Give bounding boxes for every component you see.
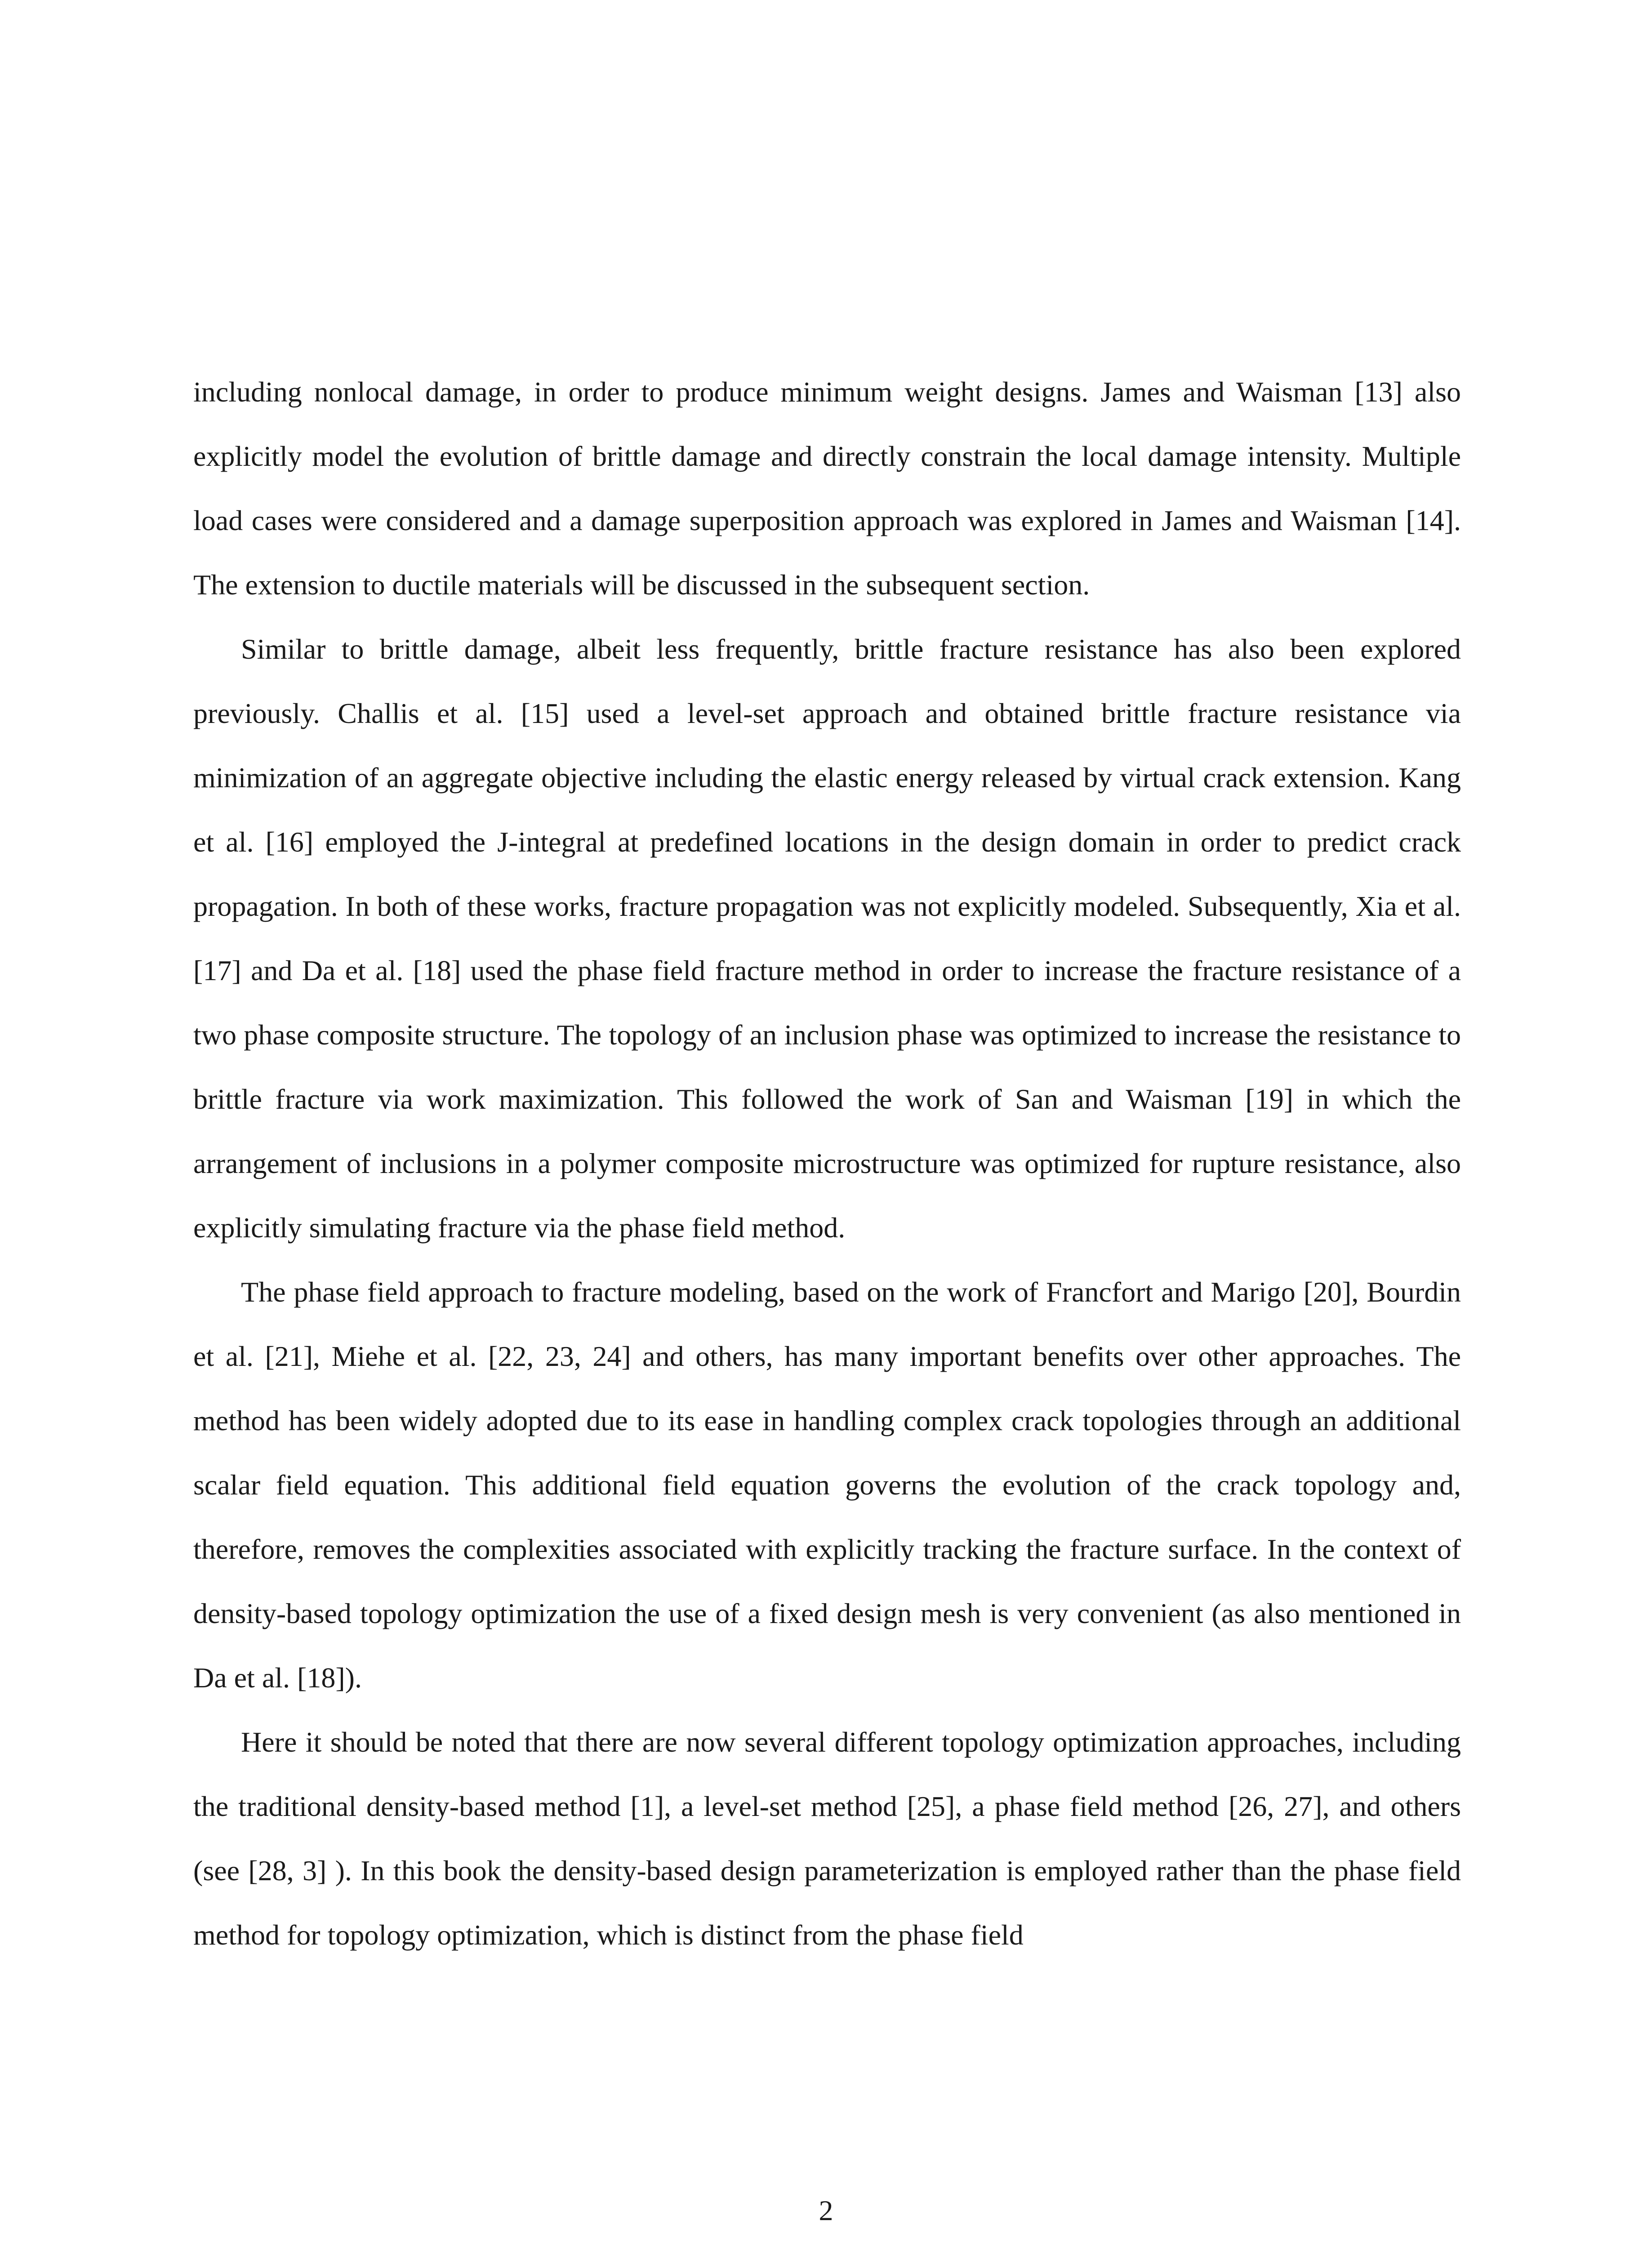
page-number: 2: [819, 2194, 833, 2226]
page-body: [193, 360, 1461, 1967]
paragraph-topology-optimization-approaches: Here it should be noted that there are now several different topology optimization approaches, including the traditional density-based method [1], a level-set method [25], a phase field method [26, 27], and others (see [28, 3] ). In this book the density-based design parameterization is employed rather than the phase field method for topology optimization, which is distinct from the phase field: [193, 1726, 1461, 1951]
paragraph-brittle-fracture: Similar to brittle damage, albeit less frequently, brittle fracture resistance has also been explored previously. Challis et al. [15] used a level-set approach and obtained brittle fracture resistance via minimization of an aggregate objective including the elastic energy released by virtual crack extension. Kang et al. [16] employed the J-integral at predefined locations in the design domain in order to predict crack propagation. In both of these works, fracture propagation was not explicitly modeled. Subsequently, Xia et al. [17] and Da et al. [18] used the phase field fracture method in order to increase the fracture resistance of a two phase composite structure. The topology of an inclusion phase was optimized to increase the resistance to brittle fracture via work maximization. This followed the work of San and Waisman [19] in which the arrangement of inclusions in a polymer composite microstructure was optimized for rupture resistance, also explicitly simulating fracture via the phase field method.: [193, 633, 1461, 1244]
paragraph-phase-field-approach: The phase field approach to fracture modeling, based on the work of Francfort and Marigo [20], Bourdin et al. [21], Miehe et al. [22, 23, 24] and others, has many important benefits over other approaches. The method has been widely adopted due to its ease in handling complex crack topologies through an additional scalar field equation. This additional field equation governs the evolution of the crack topology and, therefore, removes the complexities associated with explicitly tracking the fracture surface. In the context of density-based topology optimization the use of a fixed design mesh is very convenient (as also mentioned in Da et al. [18]).: [193, 1276, 1461, 1694]
paragraph-continued: including nonlocal damage, in order to produce minimum weight designs. James and Waisman [13] also explicitly model the evolution of brittle damage and directly constrain the local damage intensity. Multiple load cases were considered and a damage superposition approach was explored in James and Waisman [14]. The extension to ductile materials will be discussed in the subsequent section.: [193, 376, 1461, 601]
